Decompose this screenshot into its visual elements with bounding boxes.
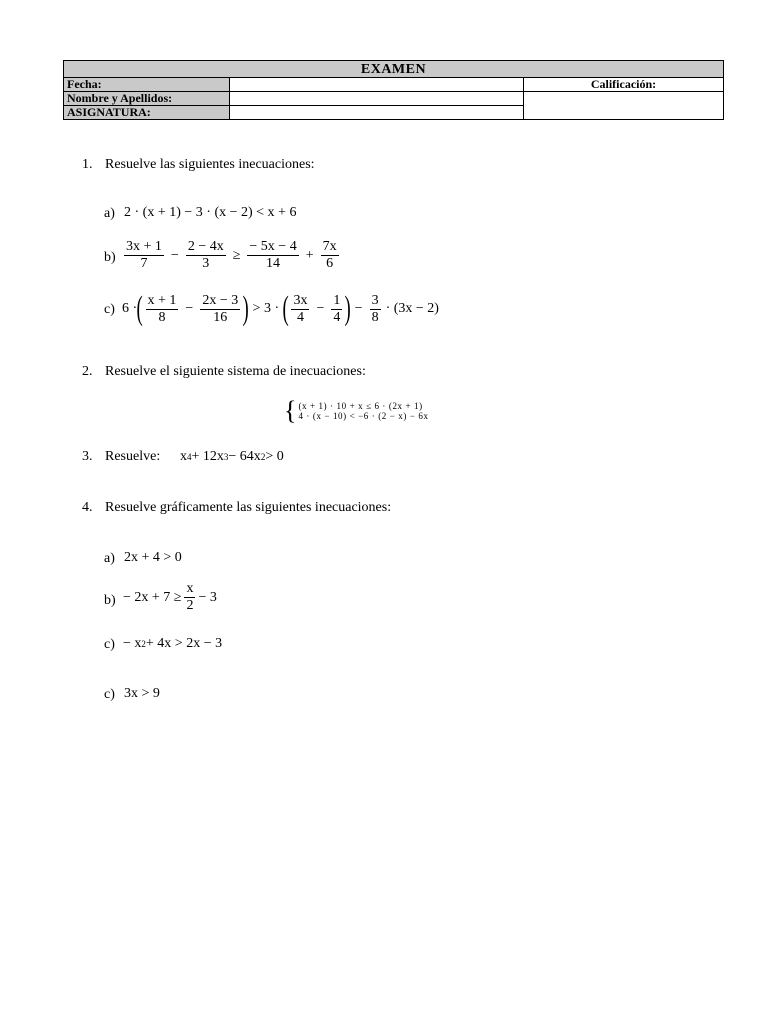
q1c-label: c) [104,302,115,317]
fraction: $\frac{x + 1}{8}$ [147,292,177,325]
fraction: $\frac{1}{4}$ [333,292,341,325]
q4d-label: c) [104,687,115,702]
fecha-field[interactable] [230,78,524,92]
fecha-label: Fecha: [64,78,230,92]
question-3-text: Resuelve: [105,449,161,464]
fraction: $\frac{- 5x - 4}{14}$ [249,239,297,271]
fraction: $\frac{3x + 1}{7}$ [126,239,162,271]
question-2-number: 2. [82,364,93,379]
q4b-expression: − 2x + 7 ≥ $\frac{x}{2}$ − 3 [123,581,217,613]
fraction: $\frac{7x}{6}$ [322,239,337,271]
question-2-text: Resuelve el siguiente sistema de inecuaciones: [105,364,366,379]
calificacion-field[interactable] [524,92,724,120]
exam-title: EXAMEN [64,61,724,78]
fraction: $\frac{2 - 4x}{3}$ [187,239,224,271]
asignatura-label: ASIGNATURA: [64,106,230,120]
q4c-label: c) [104,637,115,652]
q4a-label: a) [104,551,115,566]
exam-header-table [63,60,724,120]
q1a-expression: 2 · (x + 1) − 3 · (x − 2) < x + 6 [124,205,297,220]
question-1-text: Resuelve las siguientes inecuaciones: [105,157,315,172]
system-line-2: 4 · (x − 10) < −6 · (2 − x) − 6x [298,411,429,421]
question-4-number: 4. [82,500,93,515]
brace-symbol: { [284,396,297,425]
q1b-expression: $\frac{3x + 1}{7}$ − $\frac{2 - 4x}{3}$ ≥ $\frac{- 5x - 4}{14}$ + $\frac{7x}{6}$ [126,239,337,271]
question-4-text: Resuelve gráficamente las siguientes inecuaciones: [105,500,392,515]
q4d-expression: 3x > 9 [124,686,160,701]
system-line-1: (x + 1) · 10 + x ≤ 6 · (2x + 1) [298,401,423,411]
q4c-expression: − x 2 + 4x > 2x − 3 [123,636,223,651]
fraction: $\frac{2x - 3}{16}$ [202,292,239,325]
calificacion-label: Calificación: [524,78,724,92]
fraction: $\frac{3x}{4}$ [293,292,308,325]
q1b-label: b) [104,250,116,265]
system-of-inequalities [284,398,429,424]
q1a-label: a) [104,206,115,221]
q4a-expression: 2x + 4 > 0 [124,550,182,565]
question-3-number: 3. [82,449,93,464]
q3-expression: x 4 + 12x 3 − 64x 2 > 0 [180,449,284,464]
fraction: $\frac{x}{2}$ [186,581,194,613]
asignatura-field[interactable] [230,106,524,120]
q1c-expression: 6 · ( $\frac{x + 1}{8}$ − $\frac{2x - 3}{16}$ ) > 3 · ( $\frac{3x}{4}$ − $\frac{1}{4}$ ) − $\frac{3}{8}$ · (3x − 2) [122,290,439,327]
question-1-number: 1. [82,157,93,172]
nombre-label: Nombre y Apellidos: [64,92,230,106]
fraction: $\frac{3}{8}$ [371,292,379,325]
nombre-field[interactable] [230,92,524,106]
q4b-label: b) [104,593,116,608]
